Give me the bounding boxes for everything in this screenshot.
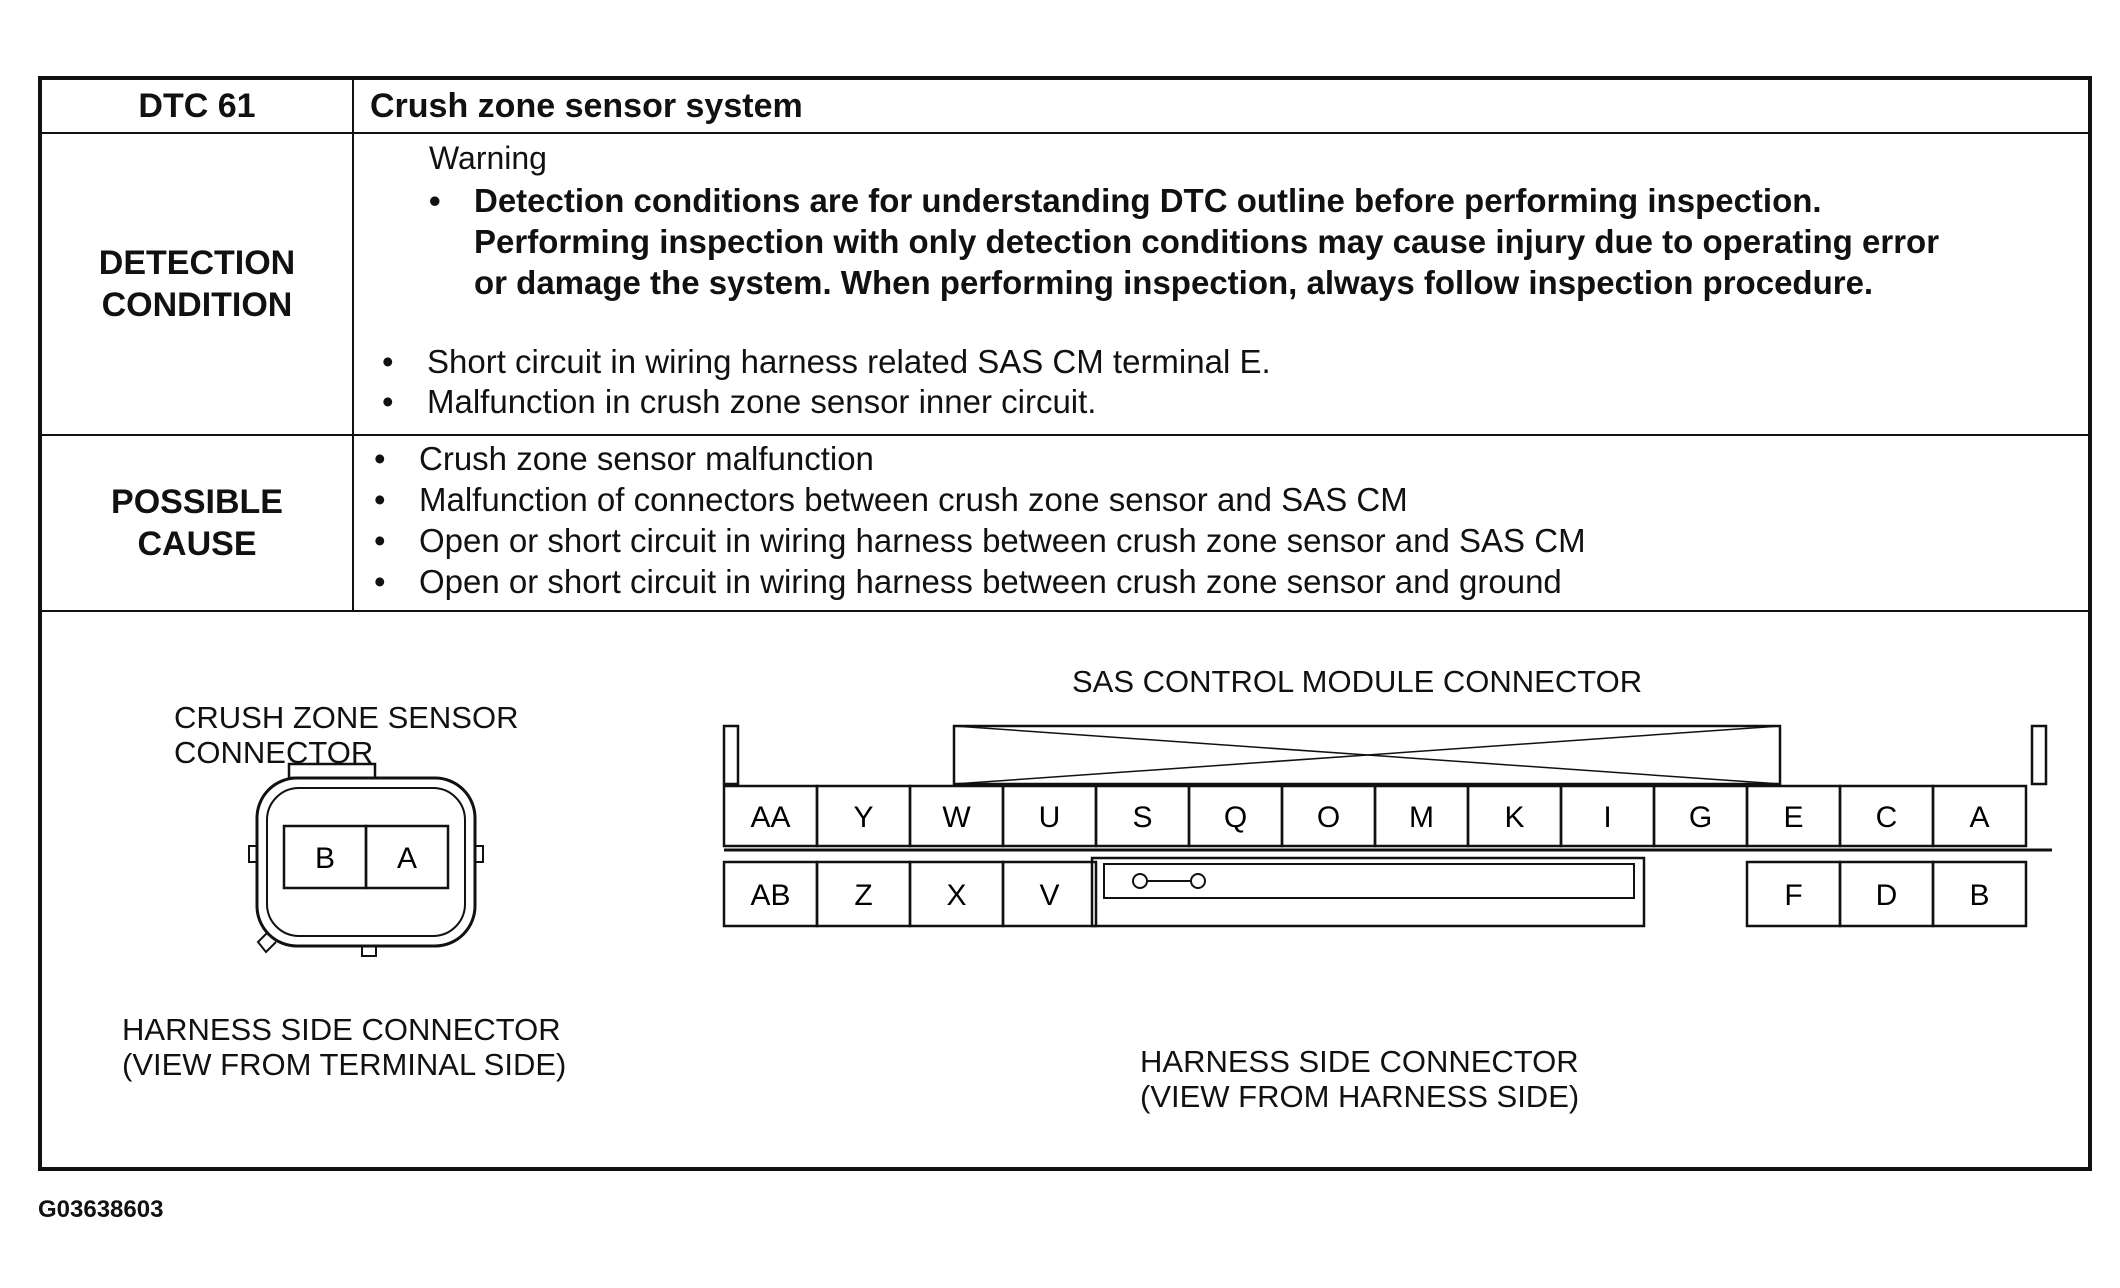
cause-text: Crush zone sensor malfunction (419, 440, 874, 477)
bullet-icon: • (374, 440, 386, 477)
pin-label-a: A (1969, 801, 1990, 834)
cause-item (374, 520, 1586, 561)
cause-content (354, 436, 2088, 610)
shorting-bar-contact (1133, 874, 1147, 888)
warning-line: Performing inspection with only detection conditions may cause injury due to operating error (474, 223, 1940, 260)
cause-label-line1: POSSIBLE (111, 483, 283, 521)
pin-label-k: K (1504, 801, 1525, 834)
pin-label-b: B (1969, 879, 1990, 912)
cause-text: Open or short circuit in wiring harness between crush zone sensor and ground (419, 563, 1562, 600)
crush-title-line2: CONNECTOR (174, 735, 374, 770)
cause-label-line2: CAUSE (137, 525, 257, 563)
condition-item (382, 342, 1271, 382)
cause-list (374, 438, 1586, 602)
detection-label (42, 134, 354, 434)
pin-label-o: O (1316, 801, 1341, 834)
warning-title: Warning (429, 140, 547, 176)
cause-row (42, 436, 2088, 612)
crush-zone-connector-diagram (202, 752, 522, 972)
bullet-icon: • (374, 563, 386, 600)
dtc-code: DTC 61 (42, 80, 354, 132)
condition-item (382, 382, 1271, 422)
sas-connector-caption (1140, 1044, 1579, 1114)
pin-label-z: Z (854, 879, 873, 912)
cause-item (374, 438, 1586, 479)
pin-label-g: G (1688, 801, 1713, 834)
cause-text: Malfunction of connectors between crush zone sensor and SAS CM (419, 481, 1408, 518)
crush-caption-line1: HARNESS SIDE CONNECTOR (122, 1012, 561, 1047)
detection-content (354, 134, 2088, 434)
pin-label-u: U (1038, 801, 1061, 834)
detection-label-line2: CONDITION (101, 286, 293, 324)
pin-label-c: C (1875, 801, 1898, 834)
pin-label-ab: AB (750, 879, 791, 912)
pin-label-i: I (1603, 801, 1612, 834)
pin-label-s: S (1132, 801, 1153, 834)
sas-caption-line1: HARNESS SIDE CONNECTOR (1140, 1044, 1579, 1079)
pin-label-x: X (946, 879, 967, 912)
pin-label-d: D (1875, 879, 1898, 912)
connector-end-post (2032, 726, 2046, 784)
cause-item (374, 479, 1586, 520)
bullet-icon: • (382, 383, 394, 420)
condition-text: Malfunction in crush zone sensor inner circuit. (427, 383, 1097, 420)
pin-label-f: F (1784, 879, 1803, 912)
sas-connector-title: SAS CONTROL MODULE CONNECTOR (1072, 664, 1643, 699)
cause-label (42, 436, 354, 610)
crush-connector-caption (122, 1012, 566, 1082)
warning-box (429, 180, 2074, 303)
bullet-icon: • (374, 481, 386, 518)
condition-text: Short circuit in wiring harness related SAS CM terminal E. (427, 343, 1271, 380)
pin-label-aa: AA (750, 801, 791, 834)
pin-label-e: E (1783, 801, 1804, 834)
shorting-bar-contact (1191, 874, 1205, 888)
connector-key (258, 932, 276, 952)
pin-label-m: M (1409, 801, 1434, 834)
pin-label: A (396, 842, 418, 875)
shorting-bar-housing (1092, 858, 1644, 926)
dtc-title: Crush zone sensor system (370, 87, 803, 125)
diagram-row (42, 612, 2088, 1171)
condition-list (382, 342, 1271, 422)
document-id: G03638603 (38, 1196, 164, 1223)
sas-pin-grid (724, 786, 2026, 926)
crush-title-line1: CRUSH ZONE SENSOR (174, 700, 519, 735)
detection-label-line1: DETECTION (98, 244, 296, 282)
cause-text: Open or short circuit in wiring harness between crush zone sensor and SAS CM (419, 522, 1586, 559)
header-row (42, 80, 2088, 134)
crush-caption-line2: (VIEW FROM TERMINAL SIDE) (122, 1047, 567, 1082)
connector-latch (289, 764, 375, 778)
warning-line: or damage the system. When performing inspection, always follow inspection procedure. (474, 264, 1874, 301)
connector-end-post (724, 726, 738, 784)
sas-caption-line2: (VIEW FROM HARNESS SIDE) (1140, 1079, 1580, 1114)
detection-row (42, 134, 2088, 436)
pin-label-q: Q (1223, 801, 1248, 834)
warning-item (429, 180, 2074, 303)
pin-label-w: W (942, 801, 971, 834)
pin-label-v: V (1039, 879, 1060, 912)
pin-label-y: Y (853, 801, 874, 834)
warning-line: Detection conditions are for understanding DTC outline before performing inspection. (474, 182, 1822, 219)
dtc-table (38, 76, 2092, 1171)
bullet-icon: • (382, 343, 394, 380)
bullet-icon: • (374, 522, 386, 559)
cause-item (374, 561, 1586, 602)
pin-label: B (314, 842, 336, 875)
bullet-icon: • (429, 182, 441, 219)
sas-connector-diagram (722, 712, 2062, 932)
